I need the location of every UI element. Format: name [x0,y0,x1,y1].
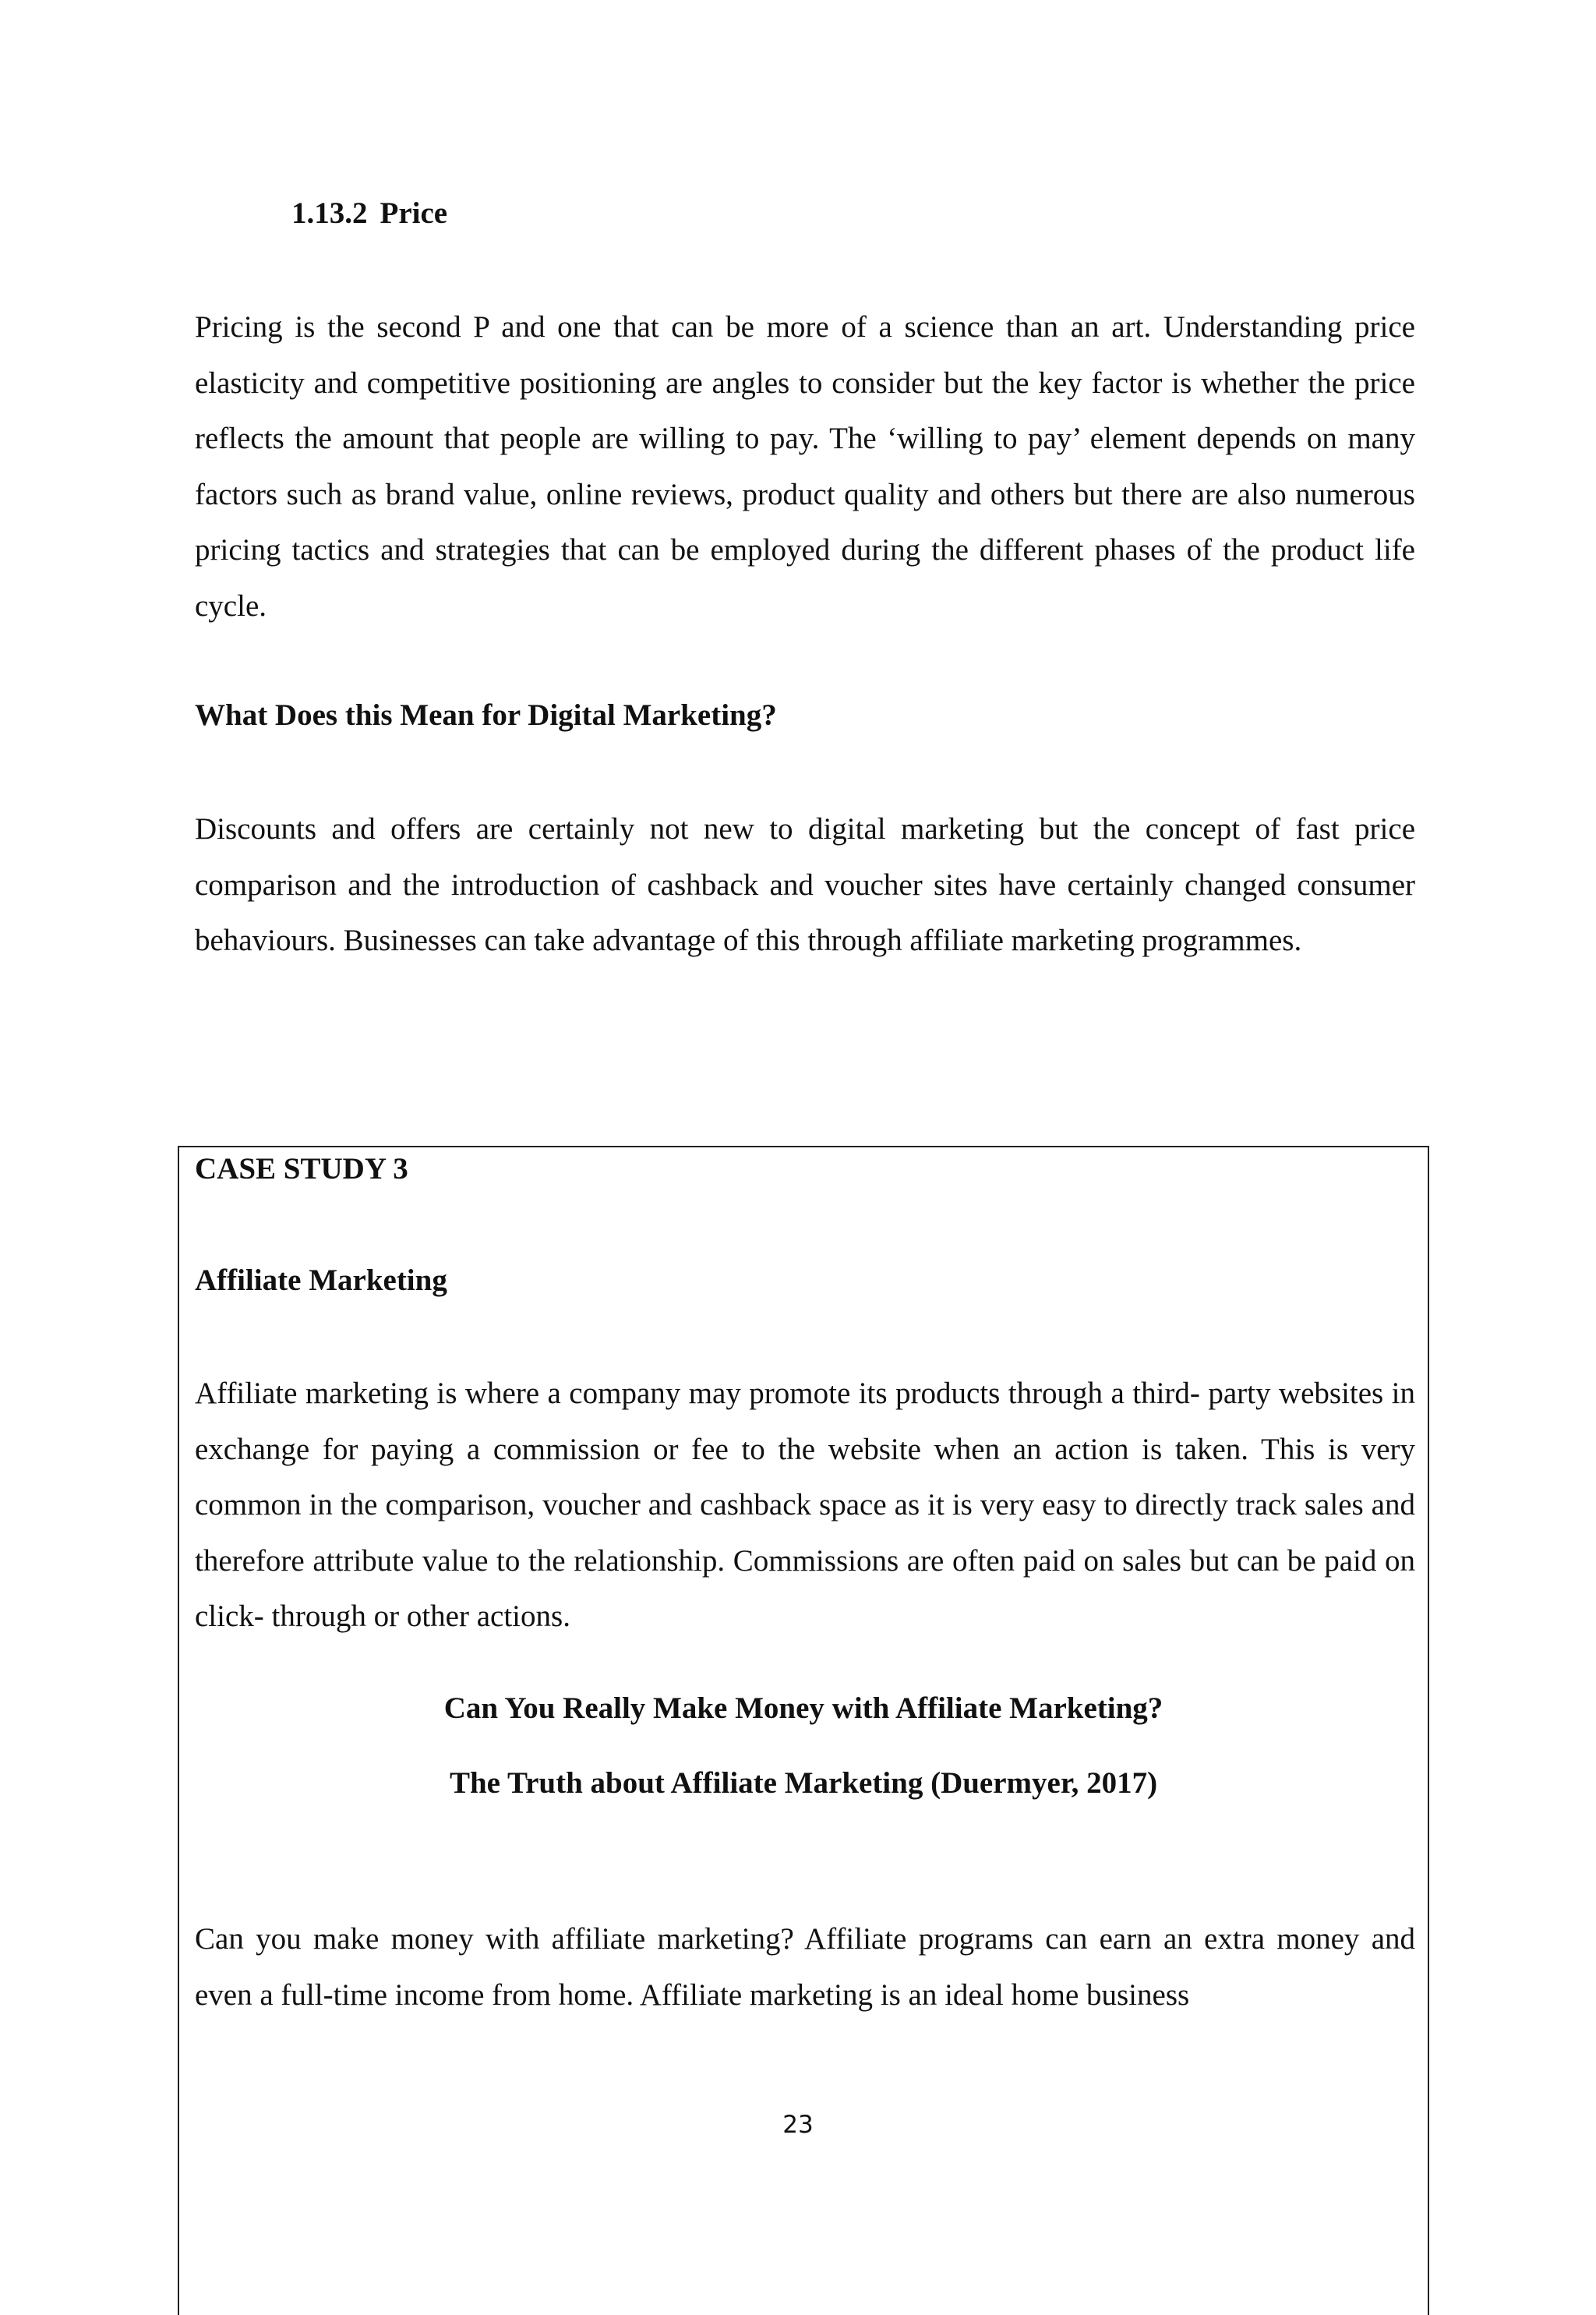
section-title: Price [380,196,448,230]
digital-marketing-heading: What Does this Mean for Digital Marketing? [195,698,777,732]
case-study-subtitle: Affiliate Marketing [195,1264,447,1297]
digital-marketing-paragraph: Discounts and offers are certainly not new to digital marketing but the concept of fast price comparison and the introduction of cashback and voucher sites have certainly changed consumer behaviours. Businesses can take advantage of this through affiliate marketing programmes. [195,812,1415,957]
section-heading [291,192,447,235]
page-number: 23 [782,2111,814,2139]
case-study-body-continued: Can you make money with affiliate marketing? Affiliate programs can earn an extra money and even a full-time income from home. Affiliate marketing is an ideal home business [195,1922,1415,2012]
case-study-center-heading: Can You Really Make Money with Affiliate Marketing? [443,1691,1163,1725]
price-intro-paragraph: Pricing is the second P and one that can be more of a science than an art. Understanding price elasticity and competitive positioning are angles to consider but the key factor is whether the price reflects the amount that people are willing to pay. The ‘willing to pay’ element depends on many factors such as brand value, online reviews, product quality and others but there are also numerous pricing tactics and strategies that can be employed during the different phases of the product life cycle. [195,310,1415,623]
case-study-body: Affiliate marketing is where a company may promote its products through a third- party websites in exchange for paying a commission or fee to the website when an action is taken. This is very common in the comparison, voucher and cashback space as it is very easy to directly track sales and therefore attribute value to the relationship. Commissions are often paid on sales but can be paid on click- through or other actions. [195,1377,1415,1633]
section-number: 1.13.2 [291,196,368,230]
case-study-source-heading: The Truth about Affiliate Marketing (Duermyer, 2017) [449,1766,1158,1800]
case-study-title: CASE STUDY 3 [195,1152,408,1186]
